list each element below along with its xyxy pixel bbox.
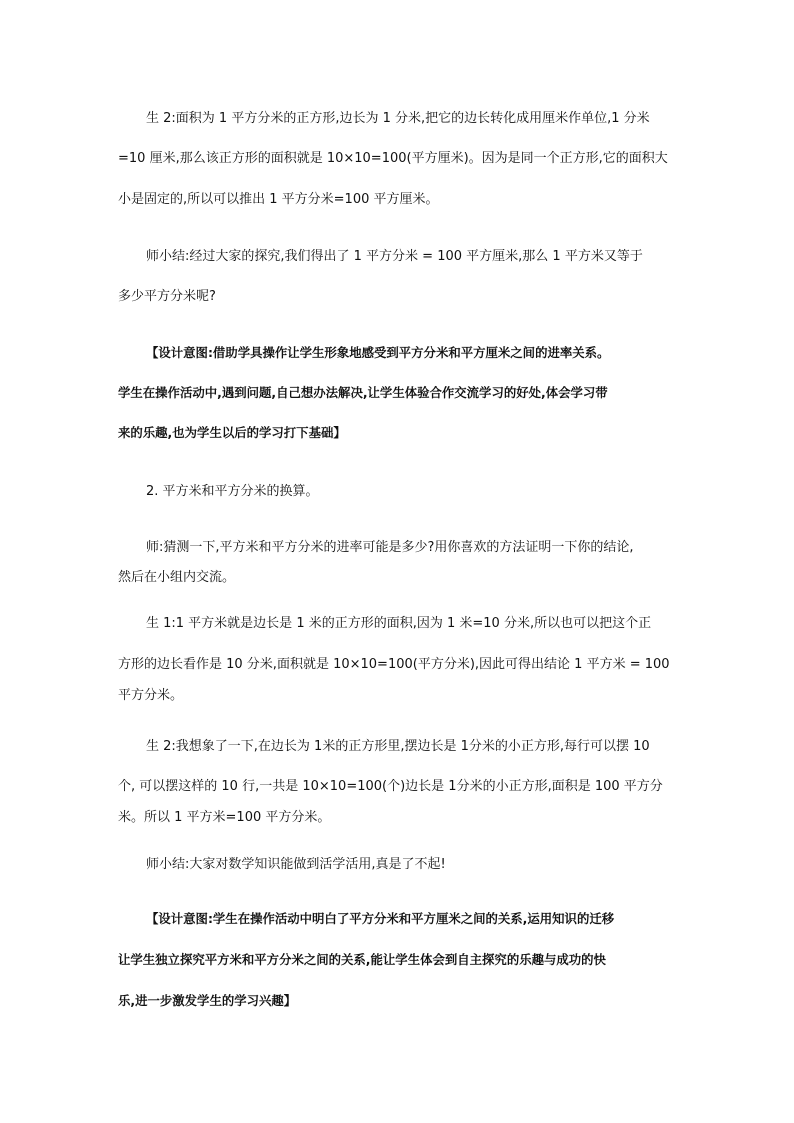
paragraph-line: 生 2:面积为 1 平方分米的正方形,边长为 1 分米,把它的边长转化成用厘米作单位,1 分米: [146, 111, 650, 126]
paragraph-line: 个, 可以摆这样的 10 行,一共是 10×10=100(个)边长是 1分米的小正方形,面积是 100 平方分: [118, 779, 663, 794]
paragraph-line: 小是固定的,所以可以推出 1 平方分米=100 平方厘米。: [118, 192, 439, 207]
paragraph-line: 师:猜测一下,平方米和平方分米的进率可能是多少?用你喜欢的方法证明一下你的结论,: [146, 540, 634, 555]
design-intent-note-line: 让学生独立探究平方米和平方分米之间的关系,能让学生体会到自主探究的乐趣与成功的快: [118, 952, 606, 967]
paragraph-line: =10 厘米,那么该正方形的面积就是 10×10=100(平方厘米)。因为是同一个正方形,它的面积大: [118, 151, 668, 166]
paragraph-line: 师小结:经过大家的探究,我们得出了 1 平方分米 = 100 平方厘米,那么 1 平方米又等于: [146, 249, 643, 264]
paragraph-line: 然后在小组内交流。: [118, 570, 236, 585]
paragraph-line: 多少平方分米呢?: [118, 289, 216, 304]
paragraph-line: 生 2:我想象了一下,在边长为 1米的正方形里,摆边长是 1分米的小正方形,每行可以摆 10: [146, 739, 650, 754]
paragraph-line: 方形的边长看作是 10 分米,面积就是 10×10=100(平方分米),因此可得出结论 1 平方米 = 100: [118, 657, 670, 672]
design-intent-note-line: 来的乐趣,也为学生以后的学习打下基础】: [118, 425, 346, 440]
paragraph-line: 米。所以 1 平方米=100 平方分米。: [118, 810, 331, 825]
paragraph-line: 师小结:大家对数学知识能做到活学活用,真是了不起!: [146, 857, 446, 872]
design-intent-note-line: 乐,进一步激发学生的学习兴趣】: [118, 993, 297, 1008]
paragraph-line: 平方分米。: [118, 688, 184, 703]
design-intent-note-line: 【设计意图:借助学具操作让学生形象地感受到平方分米和平方厘米之间的进率关系。: [146, 345, 610, 360]
design-intent-note-line: 学生在操作活动中,遇到问题,自己想办法解决,让学生体验合作交流学习的好处,体会学习带: [118, 385, 608, 400]
design-intent-note-line: 【设计意图:学生在操作活动中明白了平方分米和平方厘米之间的关系,运用知识的迁移: [146, 911, 615, 926]
section-heading: 2. 平方米和平方分米的换算。: [146, 484, 319, 499]
paragraph-line: 生 1:1 平方米就是边长是 1 米的正方形的面积,因为 1 米=10 分米,所以也可以把这个正: [146, 616, 652, 631]
